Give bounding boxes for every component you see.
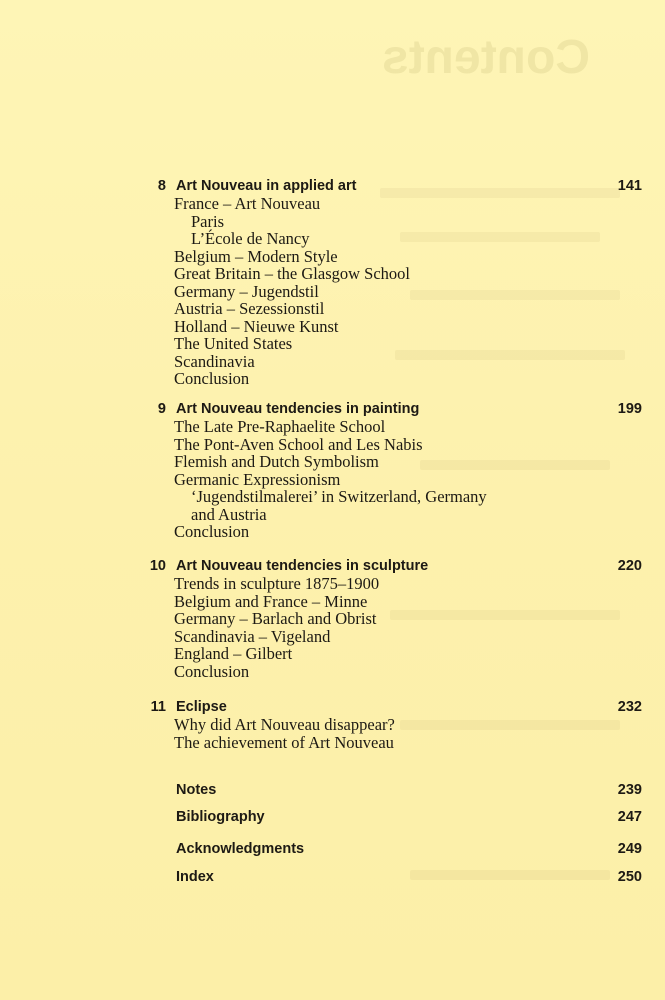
chapter-number: 8 <box>157 178 166 194</box>
chapter-heading <box>0 698 665 720</box>
chapter-entries <box>174 418 665 541</box>
chapter-heading <box>0 557 665 579</box>
toc-subentry: L’École de Nancy <box>191 229 310 248</box>
toc-entry: Trends in sculpture 1875–1900 <box>174 574 380 593</box>
chapter-10 <box>0 557 665 680</box>
chapter-entries <box>174 716 665 751</box>
back-matter-bibliography <box>0 808 665 828</box>
toc-entry: Austria – Sezessionstil <box>174 299 325 318</box>
back-matter-index <box>0 868 665 888</box>
toc-entry: Conclusion <box>174 661 250 681</box>
chapter-page-number: 232 <box>617 699 642 715</box>
chapter-page-number: 199 <box>617 401 642 417</box>
chapter-number: 10 <box>149 558 166 574</box>
chapter-heading <box>0 400 665 422</box>
back-matter-page-number: 250 <box>617 869 642 885</box>
toc-entry: Conclusion <box>174 369 250 388</box>
toc-subentry: ‘Jugendstilmalerei’ in Switzerland, Germany <box>191 487 487 506</box>
toc-entry: Scandinavia – Vigeland <box>174 626 331 646</box>
toc-entry: The United States <box>174 334 293 353</box>
toc-entry: Flemish and Dutch Symbolism <box>174 452 379 471</box>
chapter-number: 9 <box>157 401 166 417</box>
toc-subentry: Paris <box>191 211 224 231</box>
chapter-11 <box>0 698 665 751</box>
toc-entry: Great Britain – the Glasgow School <box>174 264 410 283</box>
toc-entry: Germany – Jugendstil <box>174 281 319 301</box>
chapter-9 <box>0 400 665 541</box>
back-matter-label: Bibliography <box>176 809 265 825</box>
back-matter-page-number: 247 <box>617 809 642 825</box>
toc-entry: Belgium and France – Minne <box>174 591 368 611</box>
chapter-page-number: 141 <box>617 178 642 194</box>
chapter-number: 11 <box>150 699 166 715</box>
toc-entry: Belgium – Modern Style <box>174 246 338 266</box>
back-matter-page-number: 239 <box>617 782 642 798</box>
toc-entry: France – Art Nouveau <box>174 194 321 213</box>
toc-subentry: and Austria <box>191 504 267 524</box>
back-matter-notes <box>0 781 665 801</box>
toc-entry: The Pont-Aven School and Les Nabis <box>174 434 423 454</box>
back-matter-label: Acknowledgments <box>176 841 305 857</box>
back-matter-page-number: 249 <box>617 841 642 857</box>
toc-entry: The Late Pre-Raphaelite School <box>174 417 386 436</box>
chapter-title: Art Nouveau tendencies in painting <box>176 401 420 417</box>
back-matter-label: Notes <box>176 782 217 798</box>
toc-entry: Germanic Expressionism <box>174 469 341 489</box>
toc-entry: Scandinavia <box>174 351 255 371</box>
toc-entry: Why did Art Nouveau disappear? <box>174 715 395 734</box>
toc-entry: England – Gilbert <box>174 644 293 663</box>
toc-entry: Holland – Nieuwe Kunst <box>174 316 339 336</box>
back-matter-label: Index <box>176 869 214 885</box>
back-matter-acknowledgments <box>0 840 665 860</box>
chapter-title: Art Nouveau in applied art <box>176 178 357 194</box>
chapter-heading <box>0 177 665 199</box>
chapter-page-number: 220 <box>617 558 642 574</box>
toc-entry: The achievement of Art Nouveau <box>174 732 394 752</box>
chapter-entries <box>174 195 665 388</box>
show-through-heading: Contents <box>382 31 590 84</box>
chapter-title: Art Nouveau tendencies in sculpture <box>176 558 429 574</box>
chapter-title: Eclipse <box>176 699 227 715</box>
toc-entry: Germany – Barlach and Obrist <box>174 609 377 628</box>
toc-entry: Conclusion <box>174 522 250 541</box>
chapter-entries <box>174 575 665 680</box>
chapter-8 <box>0 177 665 388</box>
